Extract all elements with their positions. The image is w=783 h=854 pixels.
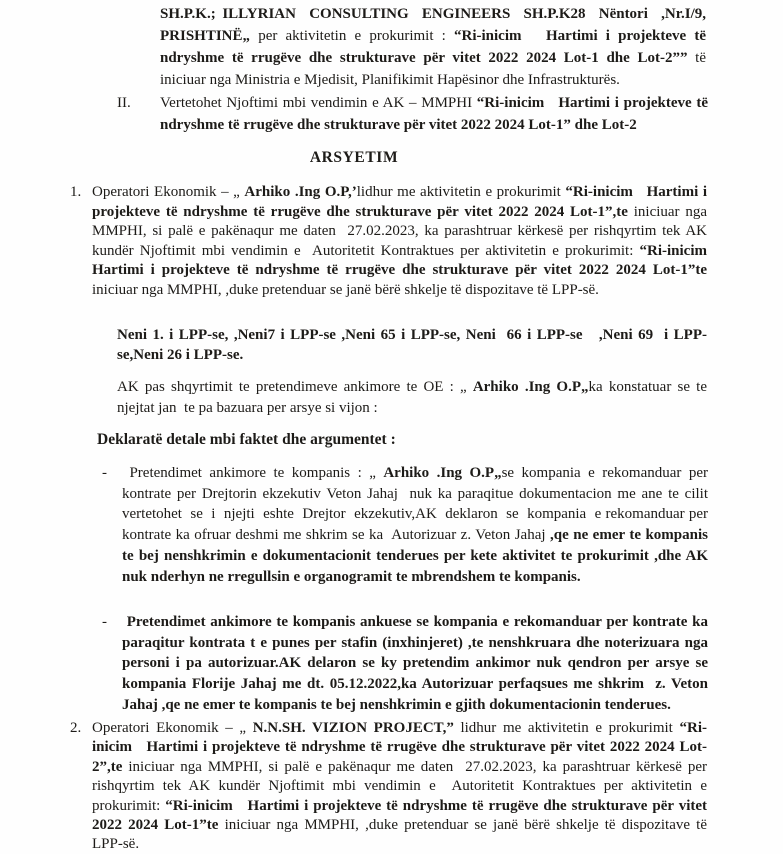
number-marker: 2. (70, 720, 82, 736)
text-run: Operatori Ekonomik – „ (92, 720, 253, 736)
text-run: lidhur me aktivitetin e prokurimit (460, 720, 680, 736)
text-run: ARSYETIM (309, 149, 399, 166)
text-run: Arhiko .Ing O.P„ (383, 465, 502, 481)
block-text (117, 377, 711, 418)
bullet-claim-staff-contracts (102, 612, 712, 716)
text-run: Pretendimet ankimore te kompanis : „ (122, 465, 384, 481)
text-run: Operatori Ekonomik – „ (92, 184, 245, 200)
number-marker: 1. (70, 184, 82, 200)
text-run: Arhiko .Ing O.P„ (472, 379, 589, 395)
block-text (122, 463, 716, 587)
roman-numeral-marker: II. (117, 95, 131, 111)
text-run: se kompania e rekomanduar per kontrate per Drejtorin ekzekutiv Veton Jahaj nuk ka paraqitue dokumentacion me ane te cilit vertetohet se i njejti eshte Drejtor ekzekutiv,AK deklaron se kompania e rekomanduar per kontrate ka ofruar deshmi me shkrim se ka Autorizuar z. Veton Jahaj (122, 465, 716, 544)
text-run: të iniciuar nga Ministria e Mjedisit, Planifikimit Hapësinor dhe Infrastrukturës. (160, 50, 710, 88)
text-run: N.N.SH. VIZION PROJECT,” (252, 720, 461, 736)
text-run: ,qe ne emer te kompanis te bej nenshkrimin e dokumentacionit tenderues per kete aktivitet te prokurimit ,dhe AK nuk nderhyn ne rregullsin e organogramit te mbrendshem te kompanis. (122, 527, 712, 585)
text-run: “Ri-inicim Hartimi i projekteve të ndryshme të rrugëve dhe strukturave për vitet 2022 2024 Lot-1” dhe Lot-2 (160, 95, 712, 133)
list-item-2-operator-vizion-project (70, 719, 711, 854)
heading-deklarate-detale (97, 429, 707, 450)
text-run: iniciuar nga MMPHI, si palë e pakënaqur me daten 27.02.2023, ka parashtruar kërkesë per rishqyrtim tek AK kundër Njoftimit mbi vendimin e Autoritetit Kontraktues per aktivitetin e prokurimit: (92, 203, 711, 259)
paragraph-neni-references (117, 325, 707, 365)
block-text (122, 612, 712, 716)
text-run: “Ri-inicim Hartimi i projekteve të ndryshme të rrugëve dhe strukturave për vitet 2022 2024 Lot-1”,te (92, 184, 711, 220)
text-run: Neni 1. i LPP-se, ,Neni7 i LPP-se ,Neni 65 i LPP-se, Neni 66 i LPP-se ,Neni 69 i LPP-se,Neni 26 i LPP-se. (117, 327, 707, 363)
text-run: Vertetohet Njoftimi mbi vendimin e AK – MMPHI (160, 95, 477, 111)
text-run: “Ri-inicim Hartimi i projekteve të ndryshme të rrugëve dhe strukturave për vitet 2022 2024 Lot-1”te (92, 797, 711, 834)
block-text (97, 429, 707, 450)
text-run: “Ri-inicim Hartimi i projekteve të ndryshme të rrugëve dhe strukturave për vitet 2022 2024 Lot-1”te (92, 242, 719, 278)
text-run: iniciuar nga MMPHI, ,duke pretenduar se janë bërë shkelje të dispozitave të LPP-së. (92, 817, 711, 853)
text-run: Pretendimet ankimore te kompanis ankuese se kompania e rekomanduar per kontrate ka paraqitur kontrata t e punes per stafin (inxhinjeret) ,te nenshkruara dhe noterizuara nga personi i pa autorizuar.AK delaron se ky pretendim ankimor nuk qendron per arsye se kompania Florije Jahaj me dt. 05.12.2022,ka Autorizuar perfaqsues me shkrim z. Veton Jahaj ,qe ne emer te kompanis te bej nenshkrimin e gjith dokumentacionin tenderues. (122, 614, 712, 713)
paragraph-ak-review-conclusion (117, 377, 711, 418)
text-run: ka konstatuar se te njejtat jan te pa bazuara per arsye si vijon : (117, 379, 711, 416)
heading-arsyetim (0, 147, 708, 168)
block-text (92, 183, 719, 300)
block-text (0, 147, 708, 168)
paragraph-operator-address (160, 3, 710, 91)
text-run: AK pas shqyrtimit te pretendimeve ankimore te OE : „ (117, 379, 473, 395)
bullet-claim-director-authorization (102, 463, 716, 587)
text-run: Arhiko .Ing O.P,’ (244, 184, 357, 200)
block-text (117, 325, 707, 365)
text-run: iniciuar nga MMPHI, si palë e pakënaqur me daten 27.02.2023, ka parashtruar kërkesë per rishqyrtim tek AK kundër Njoftimit mbi vendimin e Autoritetit Kontraktues per aktivitetin e prokurimit: (92, 758, 711, 814)
text-run: “Ri-inicim Hartimi i projekteve të ndryshme të rrugëve dhe strukturave për vitet 2022 2024 Lot-1 dhe Lot-2”” (160, 28, 710, 66)
block-text (160, 3, 710, 91)
text-run: lidhur me aktivitetin e prokurimit (356, 184, 566, 200)
list-item-1-operator-arhiko (70, 183, 719, 300)
text-run: per aktivitetin e prokurimit : (258, 28, 454, 44)
list-item-ii-verdict (117, 92, 712, 136)
text-run: SH.P.K.; ILLYRIAN CONSULTING ENGINEERS SH.P.K28 Nëntori ,Nr.I/9, PRISHTINË„ (160, 6, 710, 44)
text-run: iniciuar nga MMPHI, ,duke pretenduar se janë bërë shkelje të dispozitave të LPP-së. (92, 281, 599, 298)
text-run: “Ri-inicim Hartimi i projekteve të ndryshme të rrugëve dhe strukturave për vitet 2022 2024 Lot-2”,te (92, 720, 707, 775)
block-text (160, 92, 712, 136)
text-run: Deklaratë detale mbi faktet dhe argumentet : (97, 431, 396, 448)
block-text (92, 719, 711, 854)
dash-bullet-marker: - (102, 614, 107, 630)
dash-bullet-marker: - (102, 465, 107, 481)
